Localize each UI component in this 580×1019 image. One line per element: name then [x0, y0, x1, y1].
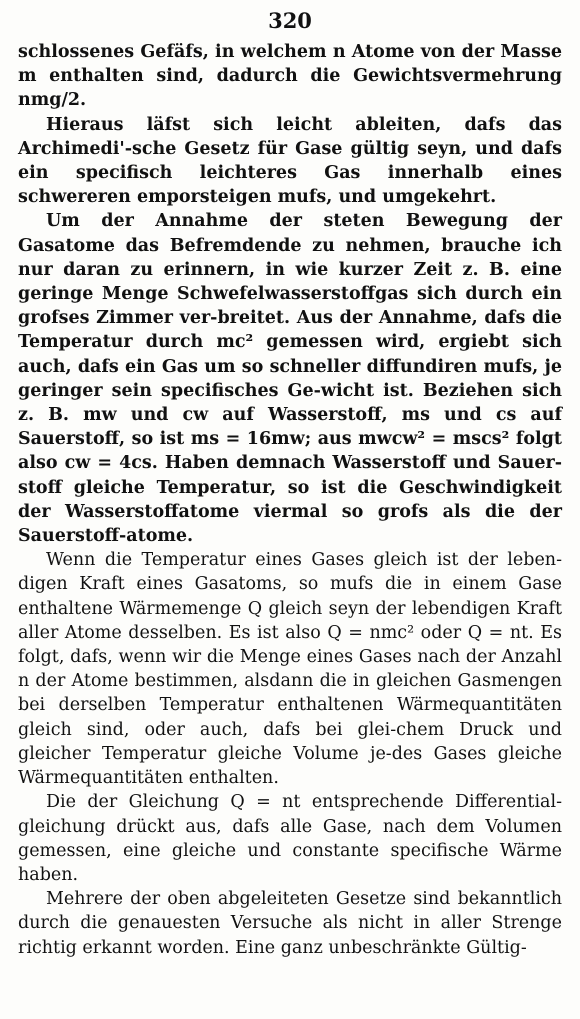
paragraph-gas-atom-motion: Um der Annahme der steten Bewegung der Gasatome das Befremdende zu nehmen, brauche ich nur daran zu erinnern, in wie kurzer Zeit z. B. eine geringe Menge Schwefelwasserstoffgas sich durch ein grofses Zimmer ver-breitet. Aus der Annahme, dafs die Temperatur durch mc² gemessen wird, ergiebt sich auch, dafs ein Gas um so schneller diffundiren mufs, je geringer sein specifisches Ge-wicht ist. Beziehen sich z. B. mw und cw auf Wasserstoff, ms und cs auf Sauerstoff, so ist ms = 16mw; aus mwcw² = mscs² folgt also cw = 4cs. Haben demnach Wasserstoff und Sauer-stoff gleiche Temperatur, so ist die Geschwindigkeit der Wasserstoffatome viermal so grofs als die der Sauerstoff-atome. [18, 211, 562, 547]
paragraph-archimedes-law: Hieraus läfst sich leicht ableiten, dafs das Archimedi'-sche Gesetz für Gase gültig seyn, und dafs ein specifisch leichteres Gas innerhalb eines schwereren emporsteigen mufs, und umgekehrt. [18, 114, 562, 208]
page-body [18, 40, 562, 960]
paragraph-continuation: schlossenes Gefäfs, in welchem n Atome von der Masse m enthalten sind, dadurch die Gewichtsvermehrung nmg/2. [18, 42, 562, 111]
paragraph-differential-equation: Die der Gleichung Q = nt entsprechende Differential-gleichung drückt aus, dafs alle Gase, nach dem Volumen gemessen, eine gleiche und constante specifische Wärme haben. [18, 792, 562, 885]
paragraph-heat-quantity: Wenn die Temperatur eines Gases gleich ist der leben-digen Kraft eines Gasatoms, so mufs die in einem Gase enthaltene Wärmemenge Q gleich seyn der lebendigen Kraft aller Atome desselben. Es ist also Q = nmc² oder Q = nt. Es folgt, dafs, wenn wir die Menge eines Gases nach der Anzahl n der Atome bestimmen, alsdann die in gleichen Gasmengen bei derselben Temperatur enthaltenen Wärmequantitäten gleich sind, oder auch, dafs bei glei-chem Druck und gleicher Temperatur gleiche Volume je-des Gases gleiche Wärmequantitäten enthalten. [18, 550, 562, 789]
page-number: 320 [268, 8, 312, 33]
paragraph-validity: Mehrere der oben abgeleiteten Gesetze sind bekanntlich durch die genauesten Versuche als nicht in aller Strenge richtig erkannt worden. Eine ganz unbeschränkte Gültig- [18, 889, 562, 958]
